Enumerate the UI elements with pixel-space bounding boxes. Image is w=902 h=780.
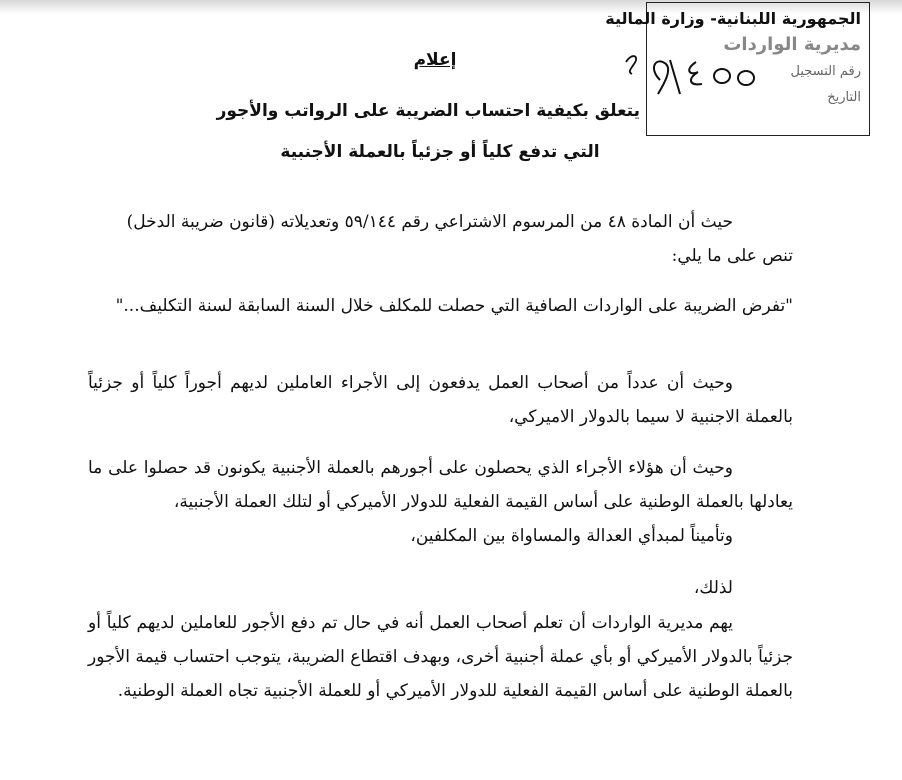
stamp-date-label: التاريخ bbox=[827, 90, 861, 105]
paragraph-foreign-currency-wages: وحيث أن عدداً من أصحاب العمل يدفعون إلى الأجراء العاملين لديهم أجوراً كلياً أو جزئياً بالعملة الاجنبية لا سيما بالدولار الاميركي، bbox=[88, 373, 793, 427]
stamp-directorate-line: مديرية الواردات bbox=[723, 34, 861, 55]
document-title: إعلام bbox=[413, 50, 457, 70]
paragraph-equivalent-value bbox=[88, 451, 793, 553]
paragraph-quoted-article: "تفرض الضريبة على الواردات الصافية التي حصلت للمكلف خلال السنة السابقة لسنة التكليف..." bbox=[115, 296, 793, 316]
stamp-registration-label: رقم التسجيل bbox=[790, 64, 861, 79]
paragraph-therefore: لذلك، bbox=[693, 578, 733, 598]
paragraph-article-48 bbox=[88, 205, 793, 273]
paragraph-article-48-line2: تنص على ما يلي: bbox=[671, 246, 793, 266]
paragraph-equity-principle: وتأميناً لمبدأي العدالة والمساواة بين المكلفين، bbox=[410, 526, 733, 546]
paragraph-article-48-line1: حيث أن المادة ٤٨ من المرسوم الاشتراعي رقم ٥٩/١٤٤ وتعديلاته (قانون ضريبة الدخل) bbox=[126, 212, 733, 232]
document-subtitle-line2: التي تدفع كلياً أو جزئياً بالعملة الأجنبية bbox=[280, 142, 600, 162]
paragraph-directive: يهم مديرية الواردات أن تعلم أصحاب العمل أنه في حال تم دفع الأجور للعاملين لديهم كلياً أو جزئياً بالدولار الأميركي أو بأي عملة أجنبية أخرى، وبهدف اقتطاع الضريبة، يتوجب احتساب قيمة الأجور بالعملة الوطنية على أساس القيمة الفعلية للدولار الأميركي أو للعملة الأجنبية تجاه العملة الوطنية. bbox=[88, 613, 793, 701]
stamp-ministry-line: الجمهورية اللبنانية- وزارة المالية bbox=[605, 9, 861, 28]
document-subtitle-line1: يتعلق بكيفية احتساب الضريبة على الرواتب والأجور bbox=[216, 101, 640, 121]
paragraph-equivalent-value-main: وحيث أن هؤلاء الأجراء الذي يحصلون على أجورهم بالعملة الأجنبية يكونون قد حصلوا على ما يعادلها بالعملة الوطنية على أساس القيمة الفعلية للدولار الأميركي أو لتلك العملة الأجنبية، bbox=[88, 458, 793, 512]
handwritten-registration-number bbox=[618, 50, 778, 110]
